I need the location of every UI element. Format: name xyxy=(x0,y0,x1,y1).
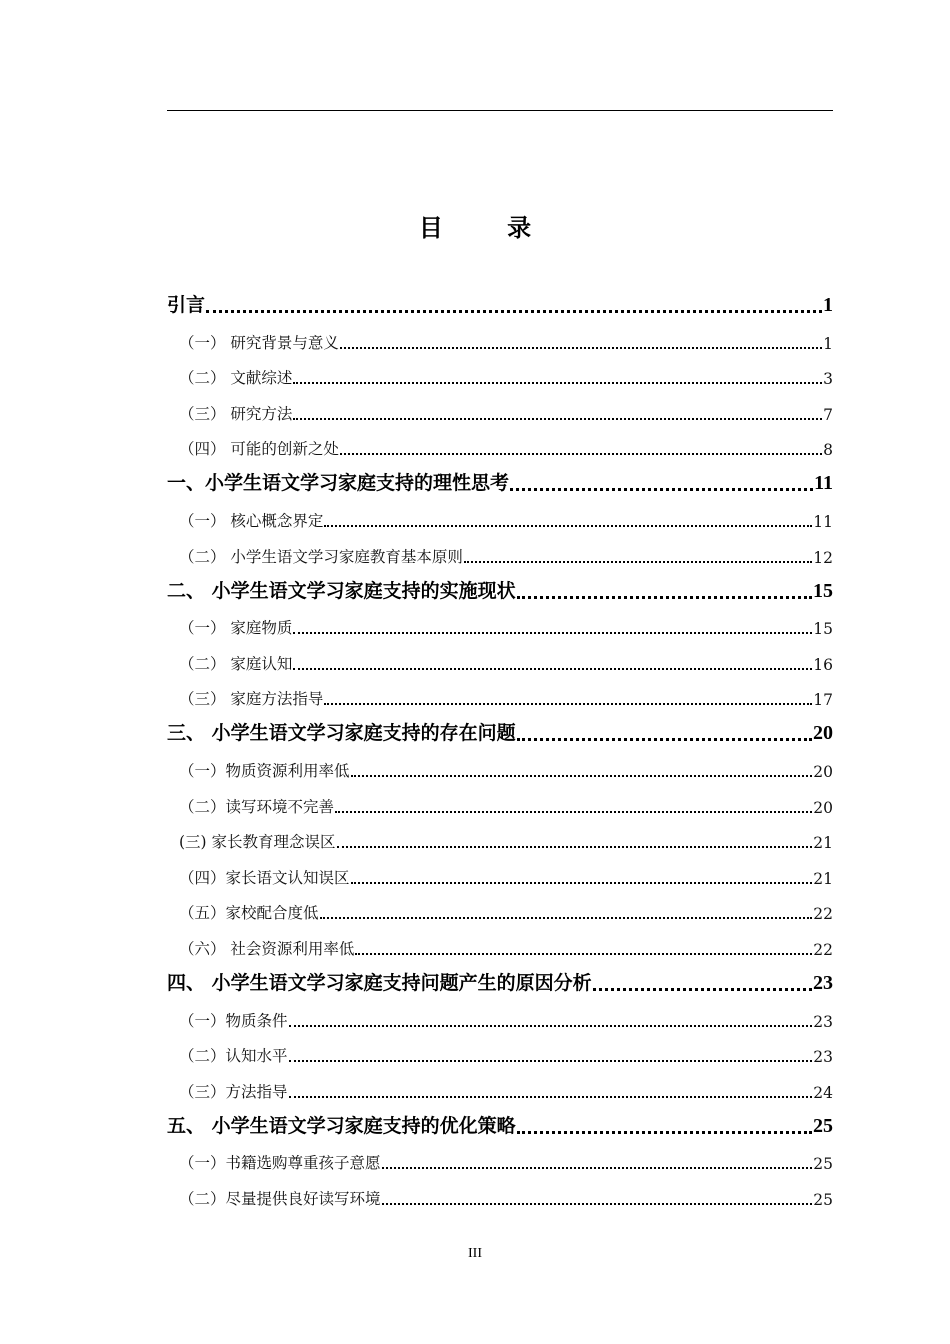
toc-section-entry[interactable] xyxy=(167,925,833,961)
toc-entry-page-number: 22 xyxy=(813,905,833,924)
toc-section-entry[interactable] xyxy=(167,390,833,426)
toc-chapter-entry[interactable] xyxy=(167,283,833,319)
dot-leader xyxy=(324,525,812,527)
toc-section-entry[interactable] xyxy=(167,319,833,355)
toc-entry-page-number: 23 xyxy=(813,1012,833,1031)
toc-entry-label: （二） 文献综述 xyxy=(179,369,293,388)
dot-leader xyxy=(293,632,812,634)
toc-section-entry[interactable] xyxy=(167,1175,833,1211)
toc-section-entry[interactable] xyxy=(167,533,833,569)
toc-entry-page-number: 17 xyxy=(813,691,833,710)
dot-leader xyxy=(337,846,813,848)
dot-leader xyxy=(293,382,822,384)
toc-entry-page-number: 16 xyxy=(813,655,833,674)
toc-entry-page-number: 22 xyxy=(813,940,833,959)
dot-leader xyxy=(355,953,812,955)
toc-entry-page-number: 25 xyxy=(813,1155,833,1174)
toc-entry-label: （一） 核心概念界定 xyxy=(179,511,324,530)
toc-entry-page-number: 25 xyxy=(813,1114,833,1137)
toc-entry-page-number: 11 xyxy=(814,472,833,495)
toc-entry-label: （一）书籍选购尊重孩子意愿 xyxy=(179,1154,381,1173)
toc-entry-page-number: 11 xyxy=(813,512,833,531)
dot-leader xyxy=(289,1025,813,1027)
toc-entry-label: （三） 研究方法 xyxy=(179,404,293,423)
toc-entry-label: 一、小学生语文学习家庭支持的理性思考 xyxy=(167,472,510,495)
toc-entry-label: （一）物质资源利用率低 xyxy=(179,761,350,780)
dot-leader xyxy=(517,738,812,741)
toc-entry-label: 五、 小学生语文学习家庭支持的优化策略 xyxy=(167,1114,516,1137)
dot-leader xyxy=(289,1060,813,1062)
toc-section-entry[interactable] xyxy=(167,854,833,890)
toc-section-entry[interactable] xyxy=(167,997,833,1033)
toc-section-entry[interactable] xyxy=(167,1033,833,1069)
toc-entry-label: （一）物质条件 xyxy=(179,1011,288,1030)
toc-section-entry[interactable] xyxy=(167,1068,833,1104)
toc-chapter-entry[interactable] xyxy=(167,711,833,747)
toc-entry-label: 四、 小学生语文学习家庭支持问题产生的原因分析 xyxy=(167,971,592,994)
table-of-contents xyxy=(167,283,833,1211)
dot-leader xyxy=(293,668,812,670)
toc-entry-label: （二） 小学生语文学习家庭教育基本原则 xyxy=(179,547,463,566)
toc-entry-label: 三、 小学生语文学习家庭支持的存在问题 xyxy=(167,722,516,745)
toc-section-entry[interactable] xyxy=(167,497,833,533)
toc-entry-page-number: 21 xyxy=(813,834,833,853)
dot-leader xyxy=(340,453,822,455)
toc-entry-page-number: 23 xyxy=(813,1048,833,1067)
toc-entry-page-number: 12 xyxy=(813,548,833,567)
dot-leader xyxy=(517,596,812,599)
dot-leader xyxy=(382,1167,813,1169)
toc-section-entry[interactable] xyxy=(167,676,833,712)
toc-entry-label: （二）尽量提供良好读写环境 xyxy=(179,1189,381,1208)
dot-leader xyxy=(517,1131,812,1134)
toc-entry-label: （三） 家庭方法指导 xyxy=(179,690,324,709)
toc-entry-label: （一） 研究背景与意义 xyxy=(179,333,339,352)
toc-entry-label: 引言 xyxy=(167,294,206,316)
page-title: 目 录 xyxy=(418,214,560,242)
toc-chapter-entry[interactable] xyxy=(167,461,833,497)
toc-entry-page-number: 20 xyxy=(813,762,833,781)
header-rule xyxy=(167,110,833,111)
dot-leader xyxy=(464,561,812,563)
dot-leader xyxy=(351,882,813,884)
toc-entry-page-number: 15 xyxy=(813,579,833,602)
toc-entry-page-number: 7 xyxy=(823,405,833,424)
toc-entry-label: （四） 可能的创新之处 xyxy=(179,440,339,459)
toc-entry-label: 二、 小学生语文学习家庭支持的实施现状 xyxy=(167,579,516,602)
toc-section-entry[interactable] xyxy=(167,890,833,926)
toc-entry-page-number: 20 xyxy=(813,798,833,817)
toc-chapter-entry[interactable] xyxy=(167,961,833,997)
toc-entry-page-number: 1 xyxy=(823,294,833,316)
toc-entry-label: （三）方法指导 xyxy=(179,1082,288,1101)
toc-entry-label: （一） 家庭物质 xyxy=(179,619,293,638)
toc-entry-page-number: 8 xyxy=(823,441,833,460)
toc-section-entry[interactable] xyxy=(167,819,833,855)
toc-entry-page-number: 21 xyxy=(813,869,833,888)
toc-entry-label: （六） 社会资源利用率低 xyxy=(179,939,355,958)
toc-entry-page-number: 1 xyxy=(823,334,833,353)
toc-entry-page-number: 25 xyxy=(813,1190,833,1209)
dot-leader xyxy=(289,1096,813,1098)
toc-section-entry[interactable] xyxy=(167,426,833,462)
page-number: III xyxy=(468,1246,482,1261)
toc-section-entry[interactable] xyxy=(167,640,833,676)
toc-section-entry[interactable] xyxy=(167,355,833,391)
toc-entry-page-number: 20 xyxy=(813,722,833,745)
dot-leader xyxy=(206,310,822,313)
toc-entry-page-number: 24 xyxy=(813,1083,833,1102)
toc-entry-label: (三) 家长教育理念误区 xyxy=(179,833,336,852)
toc-entry-page-number: 3 xyxy=(823,370,833,389)
dot-leader xyxy=(340,347,822,349)
dot-leader xyxy=(593,988,812,991)
toc-section-entry[interactable] xyxy=(167,1140,833,1176)
dot-leader xyxy=(510,488,813,491)
toc-section-entry[interactable] xyxy=(167,783,833,819)
dot-leader xyxy=(324,703,812,705)
toc-entry-label: （五）家校配合度低 xyxy=(179,904,319,923)
toc-entry-label: （四）家长语文认知误区 xyxy=(179,868,350,887)
toc-section-entry[interactable] xyxy=(167,747,833,783)
dot-leader xyxy=(320,917,813,919)
dot-leader xyxy=(382,1203,813,1205)
toc-entry-label: （二）读写环境不完善 xyxy=(179,797,335,816)
dot-leader xyxy=(293,418,822,420)
toc-entry-page-number: 23 xyxy=(813,971,833,994)
toc-section-entry[interactable] xyxy=(167,605,833,641)
toc-entry-label: （二）认知水平 xyxy=(179,1047,288,1066)
toc-chapter-entry[interactable] xyxy=(167,1104,833,1140)
dot-leader xyxy=(351,775,813,777)
toc-entry-page-number: 15 xyxy=(813,620,833,639)
dot-leader xyxy=(335,811,812,813)
toc-chapter-entry[interactable] xyxy=(167,569,833,605)
toc-entry-label: （二） 家庭认知 xyxy=(179,654,293,673)
